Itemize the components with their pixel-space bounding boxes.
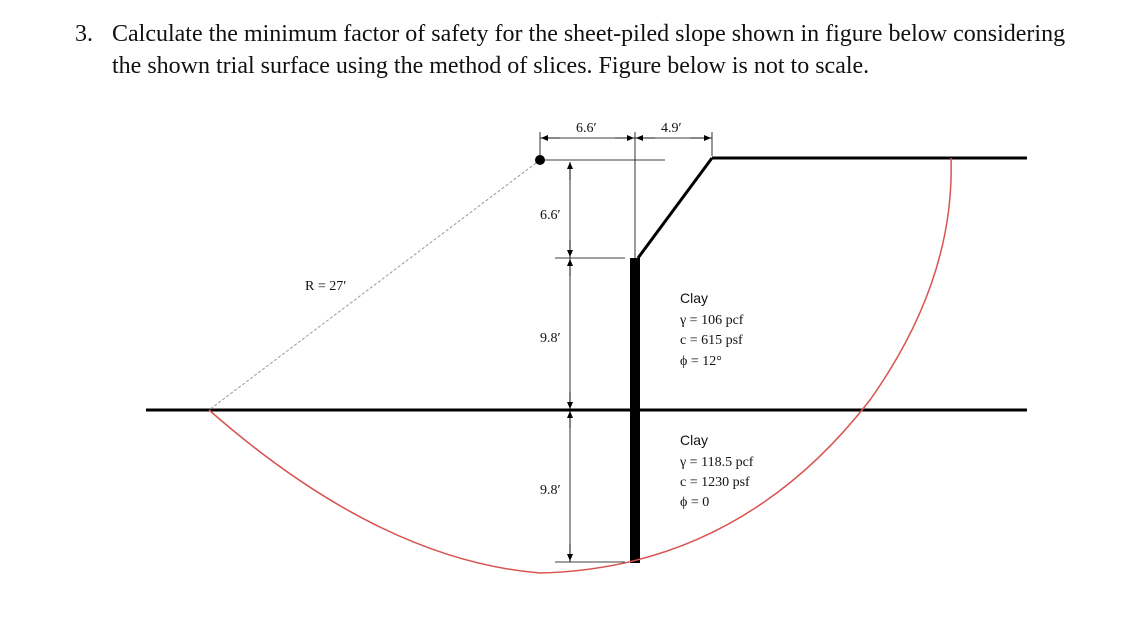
lower-layer-cohesion: c = 1230 psf (680, 475, 750, 490)
question-text: Calculate the minimum factor of safety for the sheet-piled slope shown in figure below considering the shown trial surface using the method of slices. Figure below is not to scale. (112, 21, 1066, 79)
slope-face-line (638, 158, 712, 258)
upper-layer-name: Clay (680, 290, 709, 306)
upper-layer-phi: ϕ = 12° (680, 354, 722, 369)
sheet-pile (630, 258, 640, 563)
lower-layer-name: Clay (680, 432, 709, 448)
lower-layer-phi: ϕ = 0 (680, 495, 710, 510)
upper-layer-cohesion: c = 615 psf (680, 333, 743, 348)
dim-label-v-upper: 6.6′ (540, 208, 561, 223)
center-point (535, 155, 545, 165)
radius-line (209, 160, 540, 410)
upper-layer-gamma: γ = 106 pcf (680, 313, 744, 328)
question-number: 3. (75, 21, 93, 47)
dim-label-top-right: 4.9′ (661, 121, 682, 136)
dim-label-v-middle: 9.8′ (540, 331, 561, 346)
radius-label: R = 27′ (305, 279, 347, 294)
dim-label-top-left: 6.6′ (576, 121, 597, 136)
trial-slip-surface (209, 158, 951, 573)
dim-label-v-lower: 9.8′ (540, 483, 561, 498)
lower-layer-gamma: γ = 118.5 pcf (680, 455, 754, 470)
